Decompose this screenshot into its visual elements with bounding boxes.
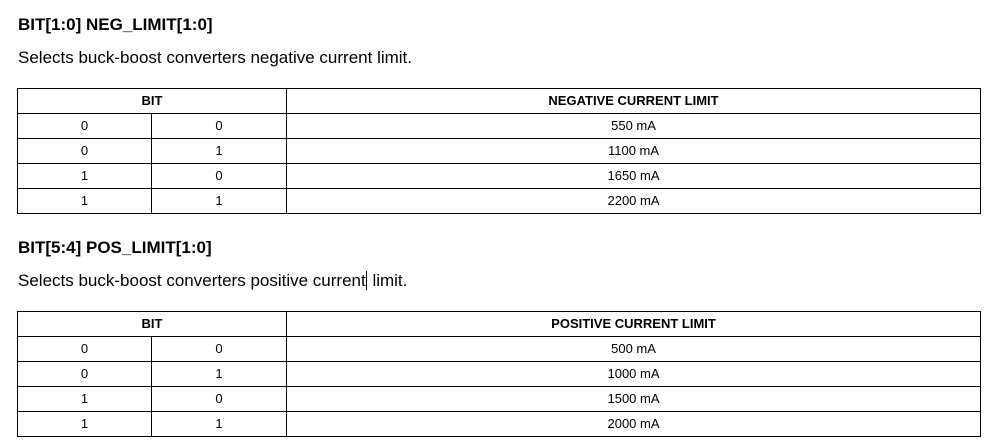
bit1-cell: 1 (18, 189, 152, 214)
bit0-cell: 1 (152, 139, 287, 164)
table-row (18, 337, 981, 362)
table-row (18, 387, 981, 412)
bit-column-header: BIT (18, 89, 287, 114)
neg-limit-heading: BIT[1:0] NEG_LIMIT[1:0] (18, 15, 213, 34)
bit4-cell: 1 (152, 362, 287, 387)
bit4-cell: 1 (152, 412, 287, 437)
pos-limit-description[interactable] (18, 271, 407, 291)
bit5-cell: 0 (18, 362, 152, 387)
bit4-cell: 0 (152, 387, 287, 412)
bit5-cell: 0 (18, 337, 152, 362)
bit0-cell: 0 (152, 114, 287, 139)
neg-limit-description: Selects buck-boost converters negative current limit. (18, 48, 413, 67)
table-row (18, 164, 981, 189)
bit5-cell: 1 (18, 387, 152, 412)
pos-limit-table (17, 311, 981, 437)
current-limit-cell: 2000 mA (287, 412, 981, 437)
table-row (18, 114, 981, 139)
positive-current-limit-column-header: POSITIVE CURRENT LIMIT (287, 312, 981, 337)
table-row (18, 139, 981, 164)
bit0-cell: 0 (152, 164, 287, 189)
table-row (18, 189, 981, 214)
current-limit-cell: 550 mA (287, 114, 981, 139)
current-limit-cell: 1000 mA (287, 362, 981, 387)
bit1-cell: 0 (18, 139, 152, 164)
current-limit-cell: 500 mA (287, 337, 981, 362)
pos-limit-description-text-after: limit. (367, 271, 408, 290)
bit1-cell: 1 (18, 164, 152, 189)
table-header-row (18, 312, 981, 337)
pos-limit-heading: BIT[5:4] POS_LIMIT[1:0] (18, 238, 212, 257)
bit5-cell: 1 (18, 412, 152, 437)
table-row (18, 362, 981, 387)
current-limit-cell: 1650 mA (287, 164, 981, 189)
bit1-cell: 0 (18, 114, 152, 139)
bit-column-header: BIT (18, 312, 287, 337)
table-header-row (18, 89, 981, 114)
pos-limit-description-text-before: Selects buck-boost converters positive current (18, 271, 366, 290)
current-limit-cell: 2200 mA (287, 189, 981, 214)
neg-limit-table (17, 88, 981, 214)
negative-current-limit-column-header: NEGATIVE CURRENT LIMIT (287, 89, 981, 114)
table-row (18, 412, 981, 437)
bit0-cell: 1 (152, 189, 287, 214)
bit4-cell: 0 (152, 337, 287, 362)
text-cursor (366, 271, 367, 290)
current-limit-cell: 1500 mA (287, 387, 981, 412)
current-limit-cell: 1100 mA (287, 139, 981, 164)
